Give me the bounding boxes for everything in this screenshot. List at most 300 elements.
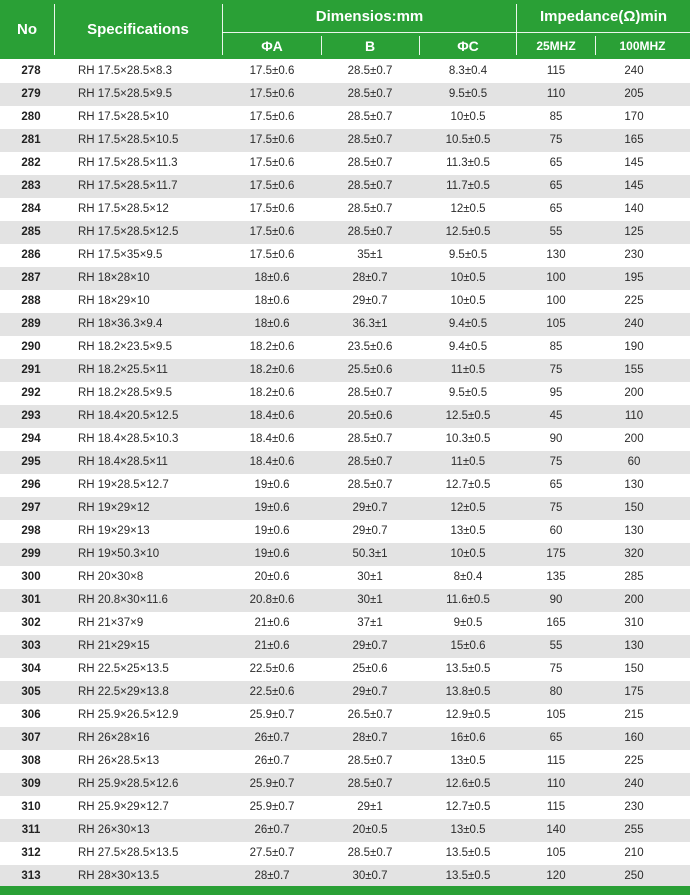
row-specification: RH 26×28×16 [78, 732, 150, 744]
row-number: 313 [21, 870, 41, 882]
row-phi-a: 17.5±0.6 [249, 111, 295, 123]
row-number: 282 [21, 157, 41, 169]
row-phi-a: 25.9±0.7 [249, 801, 295, 813]
header-specifications: Specifications [87, 21, 189, 38]
row-specification: RH 19×50.3×10 [78, 548, 160, 560]
row-number: 291 [21, 364, 41, 376]
table-row [0, 129, 690, 152]
bottom-bar [0, 886, 690, 895]
row-b: 29±0.7 [352, 295, 388, 307]
row-specification: RH 22.5×29×13.8 [78, 686, 169, 698]
row-phi-c: 12.7±0.5 [445, 479, 491, 491]
row-number: 290 [21, 341, 41, 353]
row-phi-c: 8.3±0.4 [448, 65, 488, 77]
table-row [0, 152, 690, 175]
row-b: 28.5±0.7 [347, 847, 393, 859]
row-b: 28.5±0.7 [347, 479, 393, 491]
table-row [0, 520, 690, 543]
row-b: 28.5±0.7 [347, 226, 393, 238]
table-row [0, 382, 690, 405]
row-specification: RH 18.2×25.5×11 [78, 364, 168, 376]
row-impedance-25mhz: 105 [546, 847, 566, 859]
row-number: 311 [21, 824, 41, 836]
row-phi-c: 9.4±0.5 [448, 318, 488, 330]
row-impedance-100mhz: 190 [624, 341, 644, 353]
row-number: 280 [21, 111, 41, 123]
row-impedance-25mhz: 60 [549, 525, 563, 537]
row-b: 29±0.7 [352, 686, 388, 698]
row-number: 289 [21, 318, 41, 330]
row-phi-c: 11.3±0.5 [446, 157, 490, 169]
row-specification: RH 17.5×28.5×11.7 [78, 180, 178, 192]
table-row [0, 175, 690, 198]
row-phi-a: 26±0.7 [254, 732, 290, 744]
row-impedance-100mhz: 225 [624, 755, 644, 767]
row-phi-c: 10±0.5 [450, 295, 486, 307]
row-phi-c: 13±0.5 [450, 525, 486, 537]
row-specification: RH 17.5×28.5×8.3 [78, 65, 172, 77]
row-b: 28±0.7 [352, 272, 388, 284]
row-number: 278 [21, 65, 41, 77]
row-phi-a: 17.5±0.6 [249, 65, 295, 77]
row-impedance-25mhz: 130 [546, 249, 566, 261]
row-specification: RH 25.9×29×12.7 [78, 801, 169, 813]
row-number: 305 [21, 686, 41, 698]
row-b: 29±0.7 [352, 502, 388, 514]
row-phi-c: 15±0.6 [450, 640, 486, 652]
row-impedance-25mhz: 55 [549, 640, 563, 652]
row-phi-a: 18.2±0.6 [249, 341, 295, 353]
row-impedance-25mhz: 115 [546, 755, 566, 767]
row-phi-a: 21±0.6 [254, 640, 290, 652]
row-impedance-25mhz: 115 [546, 801, 566, 813]
row-number: 307 [21, 732, 41, 744]
table-row [0, 313, 690, 336]
table-row [0, 83, 690, 106]
row-phi-a: 19±0.6 [254, 502, 290, 514]
row-specification: RH 26×30×13 [78, 824, 150, 836]
row-b: 20.5±0.6 [347, 410, 393, 422]
row-impedance-25mhz: 120 [546, 870, 566, 882]
table-row [0, 681, 690, 704]
row-phi-c: 9.5±0.5 [448, 88, 488, 100]
row-phi-a: 27.5±0.7 [249, 847, 295, 859]
row-specification: RH 17.5×35×9.5 [78, 249, 163, 261]
row-b: 25±0.6 [352, 663, 388, 675]
row-impedance-100mhz: 230 [624, 249, 644, 261]
row-specification: RH 25.9×28.5×12.6 [78, 778, 179, 790]
row-impedance-25mhz: 105 [546, 709, 566, 721]
row-specification: RH 18×29×10 [78, 295, 150, 307]
row-phi-c: 10±0.5 [450, 111, 486, 123]
row-impedance-25mhz: 105 [546, 318, 566, 330]
row-b: 35±1 [357, 249, 383, 261]
row-phi-c: 8±0.4 [453, 571, 483, 583]
row-impedance-25mhz: 85 [549, 111, 563, 123]
row-impedance-100mhz: 125 [624, 226, 644, 238]
row-specification: RH 18.4×28.5×11 [78, 456, 168, 468]
row-phi-c: 9±0.5 [453, 617, 483, 629]
row-phi-c: 13.5±0.5 [445, 663, 491, 675]
row-specification: RH 20.8×30×11.6 [78, 594, 168, 606]
row-b: 28.5±0.7 [347, 88, 393, 100]
row-phi-c: 11.6±0.5 [446, 594, 490, 606]
row-phi-a: 18±0.6 [254, 295, 290, 307]
row-impedance-100mhz: 230 [624, 801, 644, 813]
row-specification: RH 25.9×26.5×12.9 [78, 709, 179, 721]
row-impedance-25mhz: 135 [546, 571, 566, 583]
row-b: 28.5±0.7 [347, 387, 393, 399]
row-phi-c: 12.9±0.5 [445, 709, 491, 721]
row-impedance-100mhz: 200 [624, 594, 644, 606]
row-b: 25.5±0.6 [347, 364, 393, 376]
table-row [0, 106, 690, 129]
table-row [0, 405, 690, 428]
header-dimensions: Dimensios:mm [315, 7, 424, 25]
row-impedance-25mhz: 90 [549, 433, 563, 445]
row-number: 309 [21, 778, 41, 790]
header-divider [516, 4, 517, 55]
row-phi-a: 18±0.6 [254, 318, 290, 330]
row-number: 299 [21, 548, 41, 560]
row-phi-a: 17.5±0.6 [249, 203, 295, 215]
row-specification: RH 17.5×28.5×11.3 [78, 157, 178, 169]
row-impedance-100mhz: 145 [624, 180, 644, 192]
row-specification: RH 17.5×28.5×12.5 [78, 226, 179, 238]
row-impedance-25mhz: 65 [549, 203, 563, 215]
row-impedance-100mhz: 175 [624, 686, 644, 698]
row-b: 28.5±0.7 [347, 157, 393, 169]
header-b: B [364, 38, 376, 54]
row-impedance-25mhz: 110 [546, 778, 566, 790]
row-impedance-100mhz: 310 [624, 617, 644, 629]
row-number: 285 [21, 226, 41, 238]
row-number: 287 [21, 272, 41, 284]
row-number: 302 [21, 617, 41, 629]
row-b: 28.5±0.7 [347, 456, 393, 468]
row-b: 36.3±1 [352, 318, 388, 330]
row-phi-a: 17.5±0.6 [249, 226, 295, 238]
row-impedance-25mhz: 75 [549, 456, 563, 468]
row-number: 296 [21, 479, 41, 491]
row-phi-c: 12.6±0.5 [445, 778, 491, 790]
row-b: 28.5±0.7 [347, 755, 393, 767]
row-specification: RH 17.5×28.5×9.5 [78, 88, 172, 100]
row-specification: RH 18.4×20.5×12.5 [78, 410, 179, 422]
row-b: 20±0.5 [352, 824, 388, 836]
row-specification: RH 18.2×28.5×9.5 [78, 387, 172, 399]
row-impedance-100mhz: 215 [624, 709, 644, 721]
row-phi-a: 17.5±0.6 [249, 249, 295, 261]
row-number: 301 [21, 594, 41, 606]
row-number: 288 [21, 295, 41, 307]
row-phi-c: 12.5±0.5 [445, 226, 491, 238]
row-impedance-25mhz: 80 [549, 686, 563, 698]
header-divider [222, 4, 223, 55]
row-number: 286 [21, 249, 41, 261]
row-phi-c: 10.3±0.5 [445, 433, 491, 445]
row-phi-c: 11±0.5 [450, 364, 486, 376]
table-row [0, 221, 690, 244]
row-phi-c: 10.5±0.5 [445, 134, 491, 146]
row-impedance-100mhz: 160 [624, 732, 644, 744]
row-impedance-25mhz: 165 [546, 617, 566, 629]
row-impedance-100mhz: 195 [624, 272, 644, 284]
row-specification: RH 18.4×28.5×10.3 [78, 433, 179, 445]
row-b: 30±0.7 [352, 870, 388, 882]
row-number: 292 [21, 387, 41, 399]
row-impedance-100mhz: 240 [624, 65, 644, 77]
row-number: 283 [21, 180, 41, 192]
table-header [0, 0, 690, 59]
row-phi-a: 19±0.6 [254, 548, 290, 560]
row-number: 303 [21, 640, 41, 652]
row-specification: RH 17.5×28.5×10.5 [78, 134, 179, 146]
row-impedance-25mhz: 65 [549, 732, 563, 744]
row-b: 37±1 [357, 617, 383, 629]
header-phi-a: ΦA [261, 38, 283, 54]
row-impedance-25mhz: 110 [546, 88, 566, 100]
table-row [0, 819, 690, 842]
table-row [0, 773, 690, 796]
header-no: No [17, 21, 37, 38]
row-b: 29±0.7 [352, 640, 388, 652]
row-b: 50.3±1 [352, 548, 388, 560]
table-row [0, 727, 690, 750]
row-b: 28.5±0.7 [347, 111, 393, 123]
row-specification: RH 28×30×13.5 [78, 870, 160, 882]
row-phi-a: 18.2±0.6 [249, 364, 295, 376]
row-impedance-25mhz: 95 [549, 387, 563, 399]
row-phi-a: 19±0.6 [254, 525, 290, 537]
row-specification: RH 17.5×28.5×12 [78, 203, 169, 215]
row-number: 293 [21, 410, 41, 422]
row-b: 28.5±0.7 [347, 180, 393, 192]
row-phi-c: 13.8±0.5 [445, 686, 491, 698]
row-b: 28.5±0.7 [347, 433, 393, 445]
row-b: 28.5±0.7 [347, 134, 393, 146]
row-specification: RH 18×28×10 [78, 272, 150, 284]
row-impedance-100mhz: 165 [624, 134, 644, 146]
table-body [0, 60, 690, 888]
table-row [0, 198, 690, 221]
row-impedance-100mhz: 140 [624, 203, 644, 215]
table-row [0, 865, 690, 888]
row-number: 295 [21, 456, 41, 468]
row-impedance-25mhz: 140 [546, 824, 566, 836]
row-impedance-25mhz: 75 [549, 134, 563, 146]
row-b: 29±0.7 [352, 525, 388, 537]
row-phi-a: 18.4±0.6 [249, 410, 295, 422]
header-25mhz: 25MHZ [536, 39, 576, 53]
row-b: 30±1 [357, 571, 383, 583]
row-specification: RH 20×30×8 [78, 571, 144, 583]
row-impedance-100mhz: 255 [624, 824, 644, 836]
row-impedance-100mhz: 110 [624, 410, 644, 422]
row-phi-a: 22.5±0.6 [249, 686, 295, 698]
row-b: 29±1 [357, 801, 383, 813]
row-specification: RH 21×37×9 [78, 617, 144, 629]
table-row [0, 60, 690, 83]
row-b: 30±1 [357, 594, 383, 606]
row-phi-c: 11.7±0.5 [446, 180, 490, 192]
row-phi-a: 25.9±0.7 [249, 709, 295, 721]
row-number: 297 [21, 502, 41, 514]
table-row [0, 267, 690, 290]
row-phi-c: 12±0.5 [450, 203, 486, 215]
row-impedance-100mhz: 145 [624, 157, 644, 169]
row-specification: RH 26×28.5×13 [78, 755, 160, 767]
row-specification: RH 18×36.3×9.4 [78, 318, 163, 330]
row-number: 284 [21, 203, 41, 215]
row-impedance-100mhz: 130 [624, 479, 644, 491]
row-number: 306 [21, 709, 41, 721]
row-number: 308 [21, 755, 41, 767]
row-impedance-25mhz: 100 [546, 272, 566, 284]
table-row [0, 566, 690, 589]
row-specification: RH 22.5×25×13.5 [78, 663, 169, 675]
header-divider [321, 36, 322, 55]
row-phi-c: 12.7±0.5 [445, 801, 491, 813]
row-impedance-100mhz: 60 [627, 456, 641, 468]
header-phi-c: ΦC [457, 38, 479, 54]
row-phi-a: 17.5±0.6 [249, 134, 295, 146]
row-phi-c: 13.5±0.5 [445, 847, 491, 859]
row-phi-a: 19±0.6 [254, 479, 290, 491]
table-row [0, 796, 690, 819]
row-b: 28.5±0.7 [347, 65, 393, 77]
table-row [0, 474, 690, 497]
row-specification: RH 18.2×23.5×9.5 [78, 341, 172, 353]
row-phi-a: 18±0.6 [254, 272, 290, 284]
row-impedance-100mhz: 130 [624, 525, 644, 537]
row-phi-c: 9.5±0.5 [448, 387, 488, 399]
table-row [0, 658, 690, 681]
row-impedance-100mhz: 240 [624, 318, 644, 330]
table-row [0, 336, 690, 359]
row-impedance-100mhz: 155 [624, 364, 644, 376]
row-phi-a: 20±0.6 [254, 571, 290, 583]
row-b: 28.5±0.7 [347, 203, 393, 215]
row-impedance-25mhz: 85 [549, 341, 563, 353]
row-impedance-100mhz: 130 [624, 640, 644, 652]
header-impedance: Impedance(Ω)min [539, 7, 668, 25]
row-impedance-25mhz: 55 [549, 226, 563, 238]
row-impedance-100mhz: 150 [624, 502, 644, 514]
table-row [0, 290, 690, 313]
row-phi-a: 22.5±0.6 [249, 663, 295, 675]
row-phi-a: 26±0.7 [254, 824, 290, 836]
table-row [0, 428, 690, 451]
row-phi-a: 17.5±0.6 [249, 180, 295, 192]
row-impedance-25mhz: 175 [546, 548, 566, 560]
row-impedance-100mhz: 170 [624, 111, 644, 123]
row-number: 304 [21, 663, 41, 675]
row-phi-a: 17.5±0.6 [249, 88, 295, 100]
row-impedance-25mhz: 65 [549, 180, 563, 192]
row-phi-c: 12±0.5 [450, 502, 486, 514]
row-impedance-25mhz: 65 [549, 479, 563, 491]
row-impedance-100mhz: 205 [624, 88, 644, 100]
table-row [0, 451, 690, 474]
row-phi-a: 18.4±0.6 [249, 433, 295, 445]
header-divider [419, 36, 420, 55]
row-phi-a: 18.2±0.6 [249, 387, 295, 399]
row-phi-a: 25.9±0.7 [249, 778, 295, 790]
row-phi-c: 10±0.5 [450, 272, 486, 284]
table-row [0, 612, 690, 635]
row-specification: RH 17.5×28.5×10 [78, 111, 169, 123]
row-b: 28±0.7 [352, 732, 388, 744]
row-impedance-100mhz: 250 [624, 870, 644, 882]
row-number: 310 [21, 801, 41, 813]
row-phi-c: 10±0.5 [450, 548, 486, 560]
header-divider [595, 36, 596, 55]
row-b: 23.5±0.6 [347, 341, 393, 353]
row-phi-a: 21±0.6 [254, 617, 290, 629]
row-specification: RH 19×29×13 [78, 525, 150, 537]
row-phi-c: 9.5±0.5 [448, 249, 488, 261]
row-impedance-25mhz: 75 [549, 663, 563, 675]
row-phi-a: 26±0.7 [254, 755, 290, 767]
row-number: 279 [21, 88, 41, 100]
row-impedance-25mhz: 75 [549, 364, 563, 376]
header-divider [54, 4, 55, 55]
row-impedance-25mhz: 45 [549, 410, 563, 422]
row-impedance-25mhz: 65 [549, 157, 563, 169]
row-number: 294 [21, 433, 41, 445]
row-b: 28.5±0.7 [347, 778, 393, 790]
row-impedance-25mhz: 90 [549, 594, 563, 606]
row-phi-a: 28±0.7 [254, 870, 290, 882]
row-phi-a: 20.8±0.6 [249, 594, 295, 606]
row-phi-a: 17.5±0.6 [249, 157, 295, 169]
table-row [0, 244, 690, 267]
row-impedance-100mhz: 240 [624, 778, 644, 790]
row-impedance-100mhz: 210 [624, 847, 644, 859]
row-impedance-100mhz: 320 [624, 548, 644, 560]
row-b: 26.5±0.7 [347, 709, 393, 721]
table-row [0, 589, 690, 612]
row-number: 281 [21, 134, 41, 146]
row-phi-c: 9.4±0.5 [448, 341, 488, 353]
row-impedance-100mhz: 200 [624, 387, 644, 399]
row-number: 300 [21, 571, 41, 583]
table-row [0, 359, 690, 382]
row-impedance-100mhz: 285 [624, 571, 644, 583]
row-specification: RH 21×29×15 [78, 640, 150, 652]
row-number: 298 [21, 525, 41, 537]
row-impedance-25mhz: 100 [546, 295, 566, 307]
table-row [0, 543, 690, 566]
row-impedance-100mhz: 150 [624, 663, 644, 675]
row-number: 312 [21, 847, 41, 859]
row-phi-c: 12.5±0.5 [445, 410, 491, 422]
row-phi-c: 13±0.5 [450, 824, 486, 836]
row-phi-c: 16±0.6 [450, 732, 486, 744]
row-specification: RH 19×28.5×12.7 [78, 479, 169, 491]
header-divider [222, 32, 690, 33]
row-impedance-100mhz: 200 [624, 433, 644, 445]
row-specification: RH 19×29×12 [78, 502, 150, 514]
row-impedance-100mhz: 225 [624, 295, 644, 307]
table-row [0, 750, 690, 773]
table-row [0, 842, 690, 865]
table-row [0, 497, 690, 520]
row-phi-a: 18.4±0.6 [249, 456, 295, 468]
row-impedance-25mhz: 115 [546, 65, 566, 77]
table-row [0, 635, 690, 658]
